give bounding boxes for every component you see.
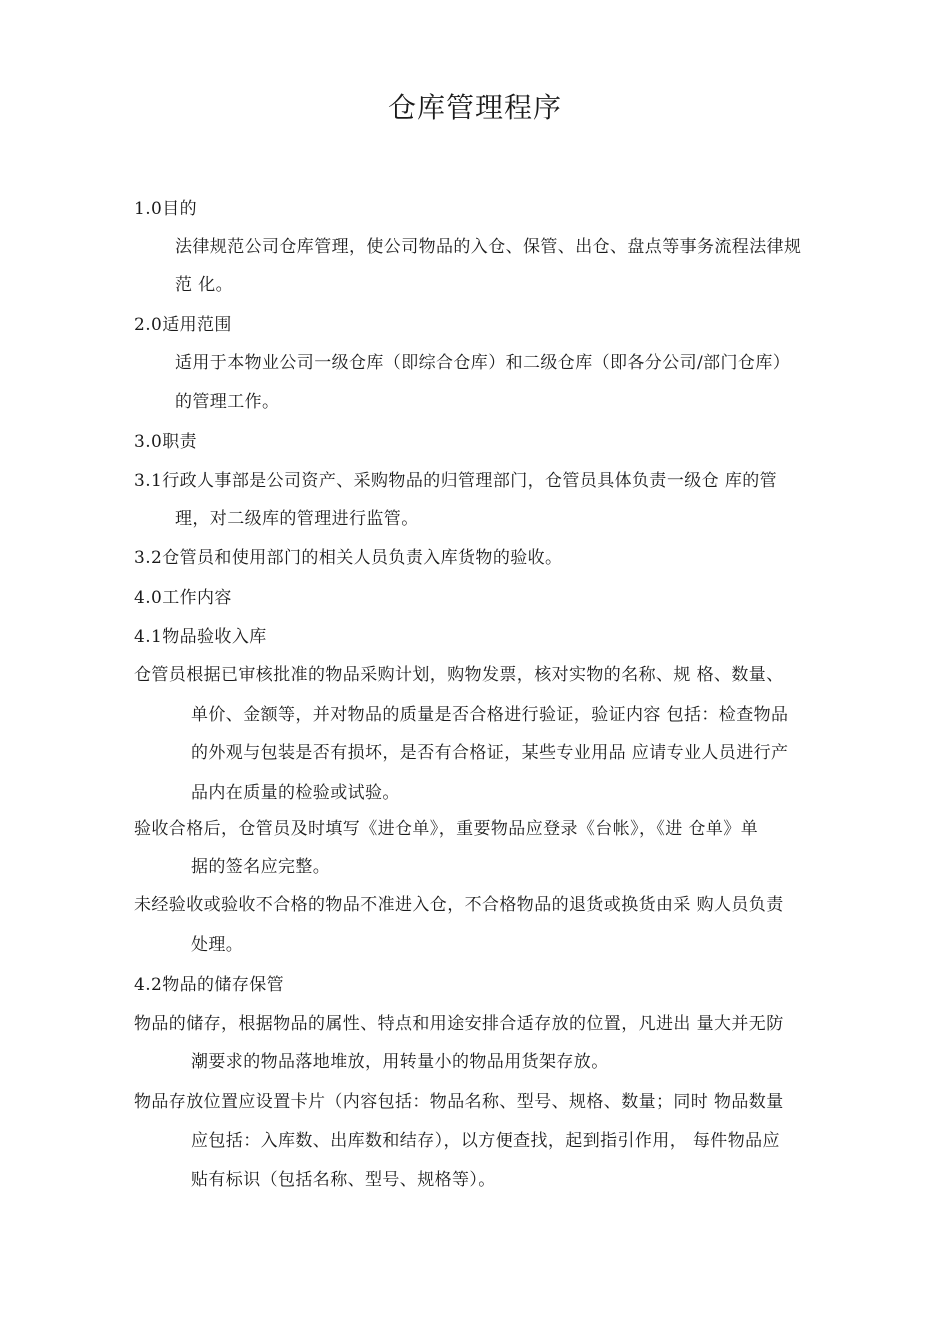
paragraph-line: 法律规范公司仓库管理，使公司物品的入仓、保管、出仓、盘点等事务流程法律规: [175, 237, 802, 257]
paragraph-line: 仓管员根据已审核批准的物品采购计划，购物发票，核对实物的名称、规 格、数量、: [134, 665, 784, 685]
section-heading: 3.0职责: [134, 432, 198, 452]
subsection-heading: 4.2物品的储存保管: [134, 975, 285, 995]
subsection-heading: 4.1物品验收入库: [134, 627, 267, 647]
paragraph-line: 物品存放位置应设置卡片（内容包括：物品名称、型号、规格、数量；同时 物品数量: [134, 1092, 784, 1112]
paragraph-line: 据的签名应完整。: [191, 857, 331, 877]
paragraph-line: 范 化。: [175, 275, 234, 295]
paragraph-line: 物品的储存，根据物品的属性、特点和用途安排合适存放的位置，凡进出 量大并无防: [134, 1014, 784, 1034]
paragraph-line: 潮要求的物品落地堆放，用转量小的物品用货架存放。: [191, 1052, 609, 1072]
paragraph-line: 适用于本物业公司一级仓库（即综合仓库）和二级仓库（即各分公司/部门仓库）: [175, 353, 791, 373]
paragraph-line: 贴有标识（包括名称、型号、规格等）。: [191, 1170, 496, 1190]
section-heading: 4.0工作内容: [134, 588, 232, 608]
section-heading: 1.0目的: [134, 199, 198, 219]
paragraph-line: 应包括：入库数、出库数和结存），以方便查找，起到指引作用， 每件物品应: [191, 1131, 780, 1151]
paragraph-line: 品内在质量的检验或试验。: [191, 783, 400, 803]
paragraph-line: 理，对二级库的管理进行监管。: [175, 509, 419, 529]
paragraph-line: 处理。: [191, 935, 244, 955]
paragraph-line: 的管理工作。: [175, 392, 280, 412]
paragraph-line: 3.2仓管员和使用部门的相关人员负责入库货物的验收。: [134, 548, 563, 568]
paragraph-line: 未经验收或验收不合格的物品不准进入仓，不合格物品的退货或换货由采 购人员负责: [134, 895, 784, 915]
section-heading: 2.0适用范围: [134, 315, 232, 335]
document-title: 仓库管理程序: [387, 91, 562, 124]
paragraph-line: 单价、金额等，并对物品的质量是否合格进行验证，验证内容 包括：检查物品: [191, 705, 789, 725]
paragraph-line: 3.1行政人事部是公司资产、采购物品的归管理部门，仓管员具体负责一级仓 库的管: [134, 471, 778, 491]
paragraph-line: 验收合格后，仓管员及时填写《进仓单》，重要物品应登录《台帐》，《进 仓单》单: [134, 819, 759, 839]
paragraph-line: 的外观与包装是否有损坏，是否有合格证，某些专业用品 应请专业人员进行产: [191, 743, 789, 763]
